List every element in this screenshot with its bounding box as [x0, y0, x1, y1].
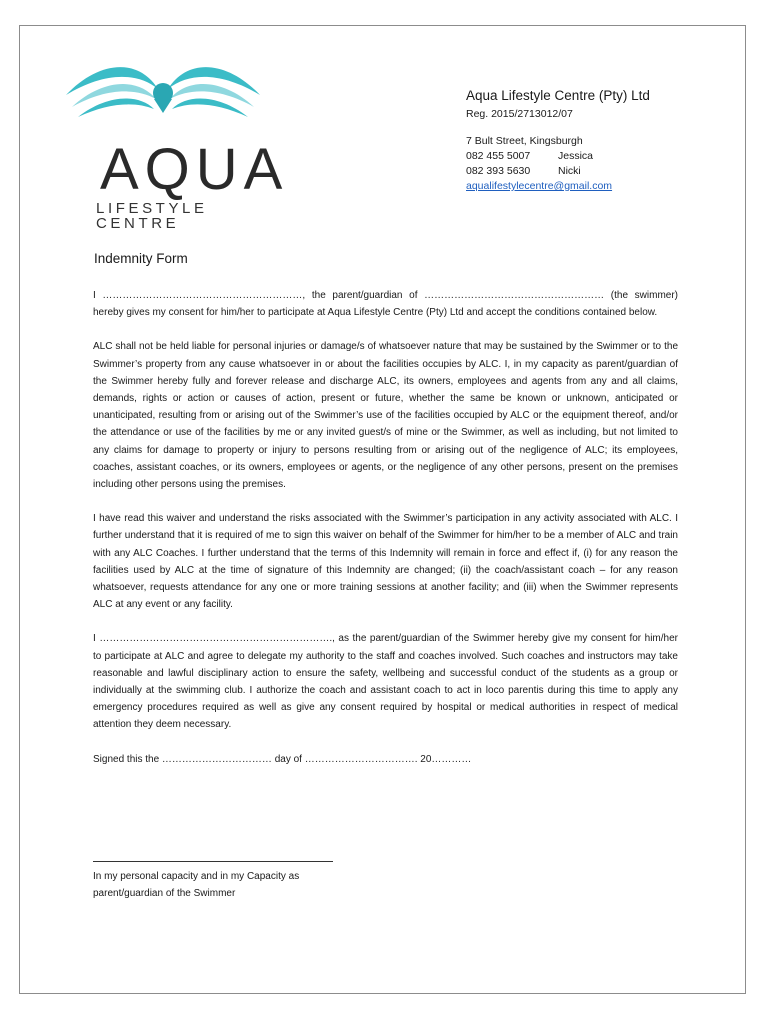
company-email-link[interactable]: aqualifestylecentre@gmail.com — [466, 180, 613, 192]
liability-paragraph: ALC shall not be held liable for personal injuries or damage/s of whatsoever nature that may be sustained by the Swimmer or to the Swimmer’s property from any cause whatsoever in or about the facilities occupies by ALC. I, in my capacity as parent/guardian of the Swimmer hereby fully and forever release and discharge ALC, its owners, employees and agents from any and all claims, demands, rights or action or causes of action, present or future, whether the same be known or unknown, anticipated or unanticipated, resulting from or arising out of the Swimmer’s use of the facilities occupied by ALC or the equipment thereof, and/or the attendance or use of the facilities by me or any invited guest/s of mine or the Swimmer, as well as including, but not limited to any claims for damage to property or injury to persons resulting from or arising out of the negligence of ALC; its employees, coaches, assistant coaches, or its owners, employees or agents, or the negligence of any other persons, present on the premises including other persons using the premises. — [93, 341, 678, 491]
consent-paragraph: I ……………………………………………………, the parent/guardian of ……………………………………………… (the swimmer) hereby gives my consent for him/her to participate at Aqua Lifestyle Centre (Pty) Ltd and accept the conditions contained below. — [93, 290, 678, 319]
signature-caption — [93, 868, 353, 902]
signature-line — [93, 861, 333, 862]
aqua-logo — [58, 55, 289, 232]
signed-date-line: Signed this the …………………………… day of ……………………………. 20………… — [93, 753, 472, 765]
company-name: Aqua Lifestyle Centre (Pty) Ltd — [466, 88, 650, 103]
form-title: Indemnity Form — [94, 251, 188, 266]
company-details — [466, 88, 650, 194]
logo-wordmark: AQUA — [100, 137, 289, 202]
signature-caption-line: In my personal capacity and in my Capacity as — [93, 871, 300, 882]
phone-line — [466, 149, 650, 164]
waiver-paragraph: I have read this waiver and understand the risks associated with the Swimmer’s participation in any activity associated with ALC. I further understand that it is required of me to sign this waiver on behalf of the Swimmer for him/her to be a member of ALC and train with any ALC Coaches. I further understand that the terms of this Indemnity will remain in force and effect if, (i) for any reason the facilities used by ALC at the time of signature of this Indemnity are changed; (ii) the coach/assistant coach – for any reason whatsoever, requests attendance for any one or more training sessions at another facility; and (iii) when the Swimmer represents ALC at any event or any facility. — [93, 513, 678, 611]
swimmer-wave-icon — [58, 55, 268, 145]
authority-paragraph: I ……………………………………………………………., as the parent/guardian of the Swimmer hereby give my consent for him/her to participate at ALC and agree to delegate my authority to the staff and coaches involved. Such coaches and instructors may take reasonable and lawful disciplinary action to ensure the safety, wellbeing and successful conduct of the students as a group or individually at the swimming club. I authorize the coach and assistant coach to act in loco parentis during this time to apply any emergency procedures required as well as give any consent required by hospital or medical authorities in respect of medical attention they deem necessary. — [93, 633, 678, 731]
signature-caption-line: parent/guardian of the Swimmer — [93, 888, 236, 899]
logo-subtitle: LIFESTYLE CENTRE — [96, 200, 208, 232]
phone-number: 082 455 5007 — [466, 150, 531, 162]
indemnity-body — [93, 287, 678, 785]
phone-contact: Nicki — [558, 165, 581, 177]
phone-number: 082 393 5630 — [466, 165, 531, 177]
company-address: 7 Bult Street, Kingsburgh — [466, 135, 583, 147]
phone-contact: Jessica — [558, 150, 594, 162]
company-reg: Reg. 2015/2713012/07 — [466, 108, 573, 120]
phone-line — [466, 164, 650, 179]
